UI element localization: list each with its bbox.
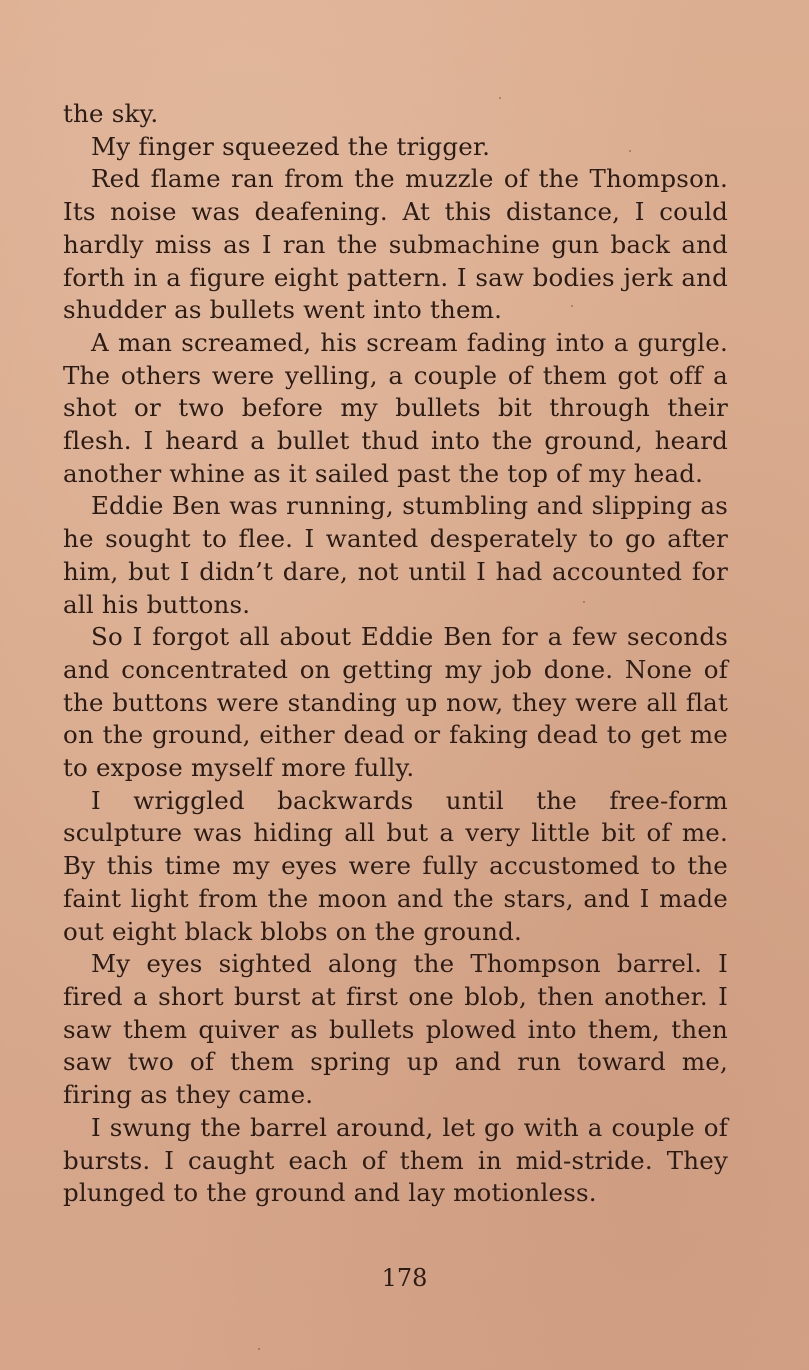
paper-speck <box>258 1348 260 1350</box>
book-page-text <box>63 98 728 1210</box>
paragraph: Eddie Ben was running, stumbling and slipping as he sought to flee. I wanted desperately to go after him, but I didn’t dare, not until I had accounted for all his buttons. <box>63 491 728 619</box>
paper-speck <box>571 305 573 307</box>
paragraph: So I forgot all about Eddie Ben for a few seconds and concentrated on getting my job done. None of the buttons were standing up now, they were all flat on the ground, either dead or faking dead to get me to expose myself more fully. <box>63 622 728 783</box>
paragraph: I wriggled backwards until the free-form sculpture was hiding all but a very little bit of me. By this time my eyes were fully accustomed to the faint light from the moon and the stars, and I made out eight black blobs on the ground. <box>63 785 728 946</box>
paragraph: My finger squeezed the trigger. <box>91 131 491 161</box>
paper-speck <box>499 97 501 99</box>
paragraph: I swung the barrel around, let go with a couple of bursts. I caught each of them in mid-stride. They plunged to the ground and lay motionless. <box>63 1112 728 1208</box>
paper-speck <box>629 150 631 152</box>
page-number: 178 <box>381 1264 428 1292</box>
paragraph: Red flame ran from the muzzle of the Thompson. Its noise was deafening. At this distance, I could hardly miss as I ran the submachine gun back and forth in a figure eight pattern. I saw bodies jerk and shudder as bullets went into them. <box>63 164 728 325</box>
paper-speck <box>583 601 585 603</box>
paragraph: the sky. <box>63 99 159 128</box>
paragraph: My eyes sighted along the Thompson barrel. I fired a short burst at first one blob, then another. I saw them quiver as bullets plowed into them, then saw two of them spring up and run toward me, firing as they came. <box>63 949 728 1110</box>
paragraph: A man screamed, his scream fading into a gurgle. The others were yelling, a couple of them got off a shot or two before my bullets bit through their flesh. I heard a bullet thud into the ground, heard another whine as it sailed past the top of my head. <box>63 327 728 488</box>
